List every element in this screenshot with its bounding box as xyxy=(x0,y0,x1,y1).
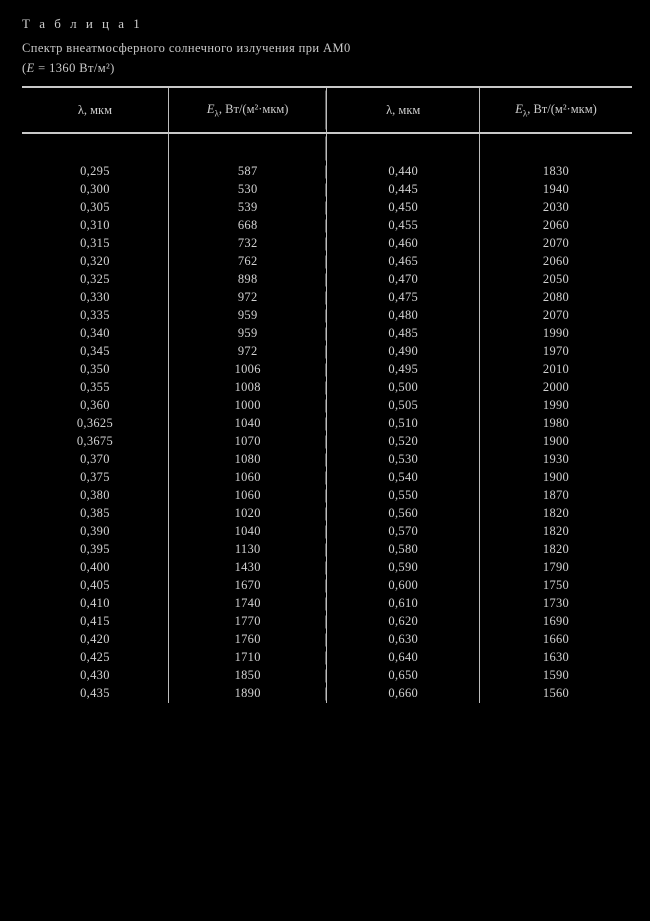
cell-lambda-1: 0,375 xyxy=(80,470,110,484)
cell-lambda-1: 0,355 xyxy=(80,380,110,394)
table-row xyxy=(22,235,632,253)
cell-irradiance-2: 2050 xyxy=(479,271,632,289)
cell-lambda-2: 0,560 xyxy=(327,505,480,523)
cell-irradiance-2: 2080 xyxy=(479,289,632,307)
cell-lambda-2: 0,490 xyxy=(327,343,480,361)
cell-lambda-1: 0,405 xyxy=(80,578,110,592)
cell-irradiance-1: 1060 xyxy=(168,469,327,487)
header-irradiance-1-symbol: E xyxy=(206,102,215,116)
cell-irradiance-1: 1430 xyxy=(168,559,327,577)
header-irradiance-1-rest: , Вт/(м²·мкм) xyxy=(218,102,289,116)
cell-lambda-2: 0,480 xyxy=(327,307,480,325)
table-body xyxy=(22,134,632,703)
cell-irradiance-1: 1710 xyxy=(168,649,327,667)
table-row xyxy=(22,253,632,271)
cell-lambda-1: 0,370 xyxy=(80,452,110,466)
table-row xyxy=(22,325,632,343)
cell-irradiance-1: 1060 xyxy=(168,487,327,505)
cell-irradiance-1: 898 xyxy=(168,271,327,289)
table-header xyxy=(22,88,632,132)
spacer-cell-1 xyxy=(22,134,168,163)
table-row xyxy=(22,361,632,379)
table-row xyxy=(22,181,632,199)
spacer-cell-4 xyxy=(479,134,632,163)
table-subtitle-rest: = 1360 Вт/м²) xyxy=(34,61,115,75)
cell-irradiance-2: 2000 xyxy=(479,379,632,397)
cell-lambda-1: 0,310 xyxy=(80,218,110,232)
cell-irradiance-2: 1990 xyxy=(479,325,632,343)
cell-irradiance-2: 1820 xyxy=(479,541,632,559)
table-subtitle-symbol: E xyxy=(26,61,35,75)
cell-lambda-1: 0,3675 xyxy=(76,434,114,448)
cell-irradiance-1: 1040 xyxy=(168,523,327,541)
cell-lambda-2: 0,470 xyxy=(327,271,480,289)
table-row xyxy=(22,577,632,595)
cell-irradiance-1: 972 xyxy=(168,343,327,361)
cell-irradiance-1: 1040 xyxy=(168,415,327,433)
cell-lambda-2: 0,640 xyxy=(327,649,480,667)
cell-irradiance-1: 1760 xyxy=(168,631,327,649)
cell-lambda-1: 0,3625 xyxy=(76,416,114,430)
header-irradiance-2 xyxy=(479,88,632,132)
cell-irradiance-2: 1690 xyxy=(479,613,632,631)
cell-irradiance-2: 1970 xyxy=(479,343,632,361)
cell-lambda-1: 0,435 xyxy=(80,686,110,700)
header-lambda-1: λ, мкм xyxy=(77,102,113,117)
table-row xyxy=(22,163,632,181)
cell-irradiance-2: 1790 xyxy=(479,559,632,577)
cell-lambda-2: 0,550 xyxy=(327,487,480,505)
table-row xyxy=(22,613,632,631)
cell-lambda-1: 0,330 xyxy=(80,290,110,304)
spacer-cell-2 xyxy=(168,134,327,163)
cell-irradiance-2: 1900 xyxy=(479,469,632,487)
table-row xyxy=(22,289,632,307)
cell-lambda-2: 0,520 xyxy=(327,433,480,451)
header-irradiance-2-symbol: E xyxy=(515,102,523,116)
cell-irradiance-2: 2030 xyxy=(479,199,632,217)
header-irradiance-2-rest: , Вт/(м²·мкм) xyxy=(527,102,597,116)
table-row xyxy=(22,307,632,325)
cell-irradiance-2: 1590 xyxy=(479,667,632,685)
table-number: Т а б л и ц а 1 xyxy=(22,16,143,31)
cell-lambda-2: 0,580 xyxy=(327,541,480,559)
cell-lambda-1: 0,380 xyxy=(80,488,110,502)
table-row xyxy=(22,505,632,523)
cell-irradiance-1: 959 xyxy=(168,307,327,325)
cell-irradiance-1: 539 xyxy=(168,199,327,217)
cell-lambda-2: 0,510 xyxy=(327,415,480,433)
cell-irradiance-1: 1080 xyxy=(168,451,327,469)
spacer-cell-3 xyxy=(327,134,480,163)
cell-lambda-1: 0,300 xyxy=(80,182,110,196)
cell-lambda-2: 0,455 xyxy=(327,217,480,235)
cell-lambda-2: 0,450 xyxy=(327,199,480,217)
table-header-row xyxy=(22,88,632,132)
cell-lambda-2: 0,485 xyxy=(327,325,480,343)
cell-lambda-1: 0,425 xyxy=(80,650,110,664)
cell-irradiance-2: 1940 xyxy=(479,181,632,199)
table-row xyxy=(22,685,632,703)
cell-lambda-2: 0,505 xyxy=(327,397,480,415)
cell-lambda-2: 0,620 xyxy=(327,613,480,631)
cell-irradiance-2: 1820 xyxy=(479,523,632,541)
table-row xyxy=(22,433,632,451)
table-row xyxy=(22,649,632,667)
cell-irradiance-1: 1850 xyxy=(168,667,327,685)
cell-lambda-2: 0,650 xyxy=(327,667,480,685)
cell-irradiance-2: 1900 xyxy=(479,433,632,451)
cell-lambda-1: 0,400 xyxy=(80,560,110,574)
cell-irradiance-2: 1660 xyxy=(479,631,632,649)
cell-irradiance-2: 1980 xyxy=(479,415,632,433)
cell-lambda-1: 0,305 xyxy=(80,200,110,214)
cell-irradiance-2: 1750 xyxy=(479,577,632,595)
cell-irradiance-1: 1770 xyxy=(168,613,327,631)
cell-lambda-1: 0,395 xyxy=(80,542,110,556)
cell-irradiance-2: 1870 xyxy=(479,487,632,505)
cell-lambda-1: 0,360 xyxy=(80,398,110,412)
cell-lambda-2: 0,460 xyxy=(327,235,480,253)
cell-lambda-2: 0,600 xyxy=(327,577,480,595)
cell-lambda-1: 0,340 xyxy=(80,326,110,340)
cell-lambda-2: 0,590 xyxy=(327,559,480,577)
table-row xyxy=(22,469,632,487)
cell-irradiance-1: 1008 xyxy=(168,379,327,397)
table-row xyxy=(22,217,632,235)
cell-irradiance-1: 1006 xyxy=(168,361,327,379)
cell-lambda-1: 0,295 xyxy=(80,164,110,178)
cell-lambda-1: 0,390 xyxy=(80,524,110,538)
table-subtitle xyxy=(22,61,632,76)
cell-lambda-1: 0,415 xyxy=(80,614,110,628)
table-row xyxy=(22,451,632,469)
cell-irradiance-1: 762 xyxy=(168,253,327,271)
cell-lambda-1: 0,320 xyxy=(80,254,110,268)
header-irradiance-2-sub: λ xyxy=(522,108,528,119)
header-irradiance-1 xyxy=(168,88,327,132)
cell-lambda-2: 0,540 xyxy=(327,469,480,487)
table-row xyxy=(22,199,632,217)
cell-irradiance-1: 1890 xyxy=(168,685,327,703)
cell-lambda-2: 0,530 xyxy=(327,451,480,469)
table-row xyxy=(22,595,632,613)
cell-irradiance-2: 1830 xyxy=(479,163,632,181)
cell-irradiance-1: 530 xyxy=(168,181,327,199)
table-spacer-row xyxy=(22,134,632,163)
cell-lambda-1: 0,430 xyxy=(80,668,110,682)
cell-irradiance-2: 2060 xyxy=(479,217,632,235)
table-row xyxy=(22,343,632,361)
table-row xyxy=(22,541,632,559)
cell-lambda-2: 0,495 xyxy=(327,361,480,379)
table-caption-block xyxy=(22,16,632,76)
table-subtitle-prefix: ( xyxy=(22,61,27,75)
cell-lambda-1: 0,345 xyxy=(80,344,110,358)
cell-irradiance-1: 1000 xyxy=(168,397,327,415)
cell-lambda-1: 0,385 xyxy=(80,506,110,520)
cell-lambda-2: 0,570 xyxy=(327,523,480,541)
cell-lambda-2: 0,440 xyxy=(327,163,480,181)
cell-irradiance-1: 1020 xyxy=(168,505,327,523)
cell-lambda-1: 0,350 xyxy=(80,362,110,376)
cell-irradiance-2: 1820 xyxy=(479,505,632,523)
cell-lambda-2: 0,500 xyxy=(327,379,480,397)
cell-irradiance-2: 2070 xyxy=(479,307,632,325)
cell-lambda-1: 0,325 xyxy=(80,272,110,286)
cell-irradiance-2: 2070 xyxy=(479,235,632,253)
cell-irradiance-2: 2010 xyxy=(479,361,632,379)
cell-irradiance-2: 2060 xyxy=(479,253,632,271)
cell-irradiance-1: 959 xyxy=(168,325,327,343)
spectrum-table-body xyxy=(22,134,632,703)
cell-irradiance-1: 1670 xyxy=(168,577,327,595)
spectrum-table xyxy=(22,88,632,132)
cell-irradiance-2: 1560 xyxy=(479,685,632,703)
table-row xyxy=(22,559,632,577)
cell-lambda-2: 0,610 xyxy=(327,595,480,613)
cell-irradiance-2: 1630 xyxy=(479,649,632,667)
cell-lambda-2: 0,660 xyxy=(327,685,480,703)
cell-lambda-2: 0,465 xyxy=(327,253,480,271)
cell-lambda-1: 0,410 xyxy=(80,596,110,610)
cell-irradiance-1: 668 xyxy=(168,217,327,235)
cell-irradiance-1: 1070 xyxy=(168,433,327,451)
table-row xyxy=(22,487,632,505)
cell-irradiance-2: 1990 xyxy=(479,397,632,415)
cell-lambda-2: 0,630 xyxy=(327,631,480,649)
table-row xyxy=(22,271,632,289)
cell-irradiance-1: 1740 xyxy=(168,595,327,613)
header-irradiance-1-sub: λ xyxy=(214,108,219,119)
cell-irradiance-1: 1130 xyxy=(168,541,327,559)
cell-lambda-1: 0,420 xyxy=(80,632,110,646)
table-row xyxy=(22,397,632,415)
table-row xyxy=(22,631,632,649)
table-row xyxy=(22,415,632,433)
table-row xyxy=(22,523,632,541)
cell-irradiance-1: 732 xyxy=(168,235,327,253)
cell-irradiance-1: 972 xyxy=(168,289,327,307)
cell-irradiance-1: 587 xyxy=(168,163,327,181)
table-title: Спектр внеатмосферного солнечного излучения при АМ0 xyxy=(22,41,351,55)
cell-lambda-2: 0,475 xyxy=(327,289,480,307)
cell-lambda-1: 0,335 xyxy=(80,308,110,322)
table-row xyxy=(22,667,632,685)
cell-lambda-2: 0,445 xyxy=(327,181,480,199)
table-row xyxy=(22,379,632,397)
cell-irradiance-2: 1930 xyxy=(479,451,632,469)
cell-lambda-1: 0,315 xyxy=(80,236,110,250)
cell-irradiance-2: 1730 xyxy=(479,595,632,613)
header-lambda-2: λ, мкм xyxy=(327,88,480,132)
